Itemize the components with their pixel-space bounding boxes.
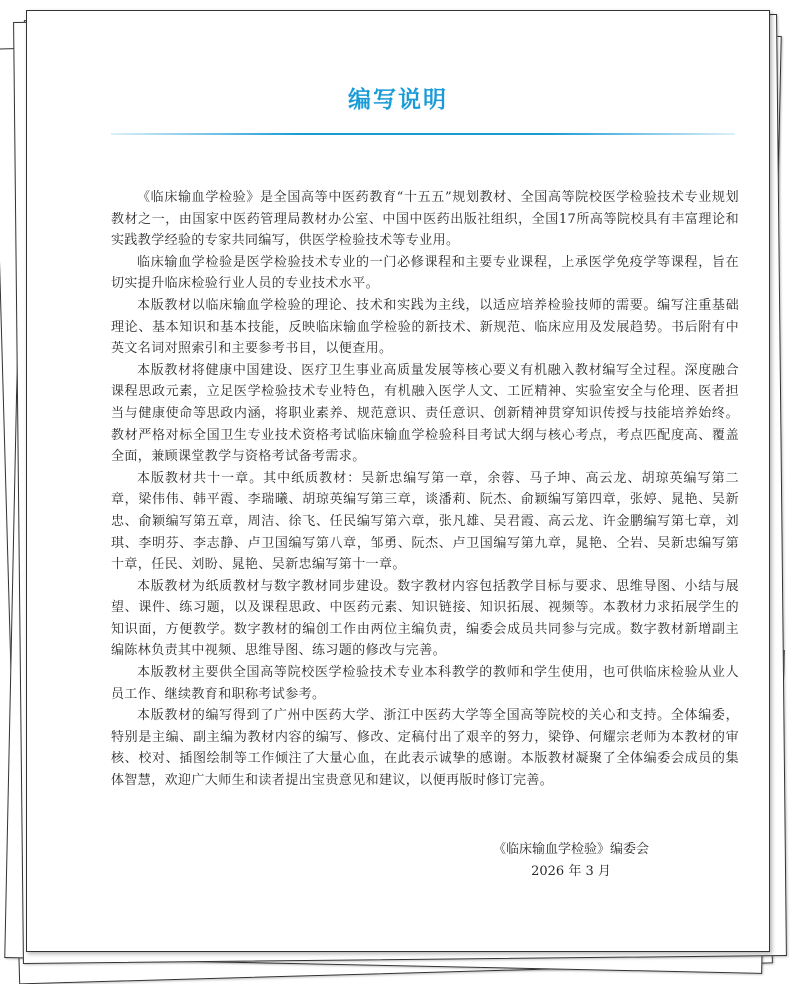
document-body bbox=[111, 187, 739, 792]
signature-block bbox=[461, 839, 681, 883]
paragraph-focus: 本版教材以临床输血学检验的理论、技术和实践为主线，以适应培养检验技师的需要。编写注重基础理论、基本知识和基本技能，反映临床输血学检验的新技术、新规范、临床应用及发展趋势。书后附有中英文名词对照索引和主要参考书目，以便查用。 bbox=[111, 297, 739, 357]
document-page bbox=[26, 10, 770, 952]
page-title: 编写说明 bbox=[348, 87, 448, 113]
paragraph-thanks: 本版教材的编写得到了广州中医药大学、浙江中医药大学等全国高等院校的关心和支持。全体编委，特别是主编、副主编为教材内容的编写、修改、定稿付出了艰辛的努力，梁铮、何耀宗老师为本教材的审核、校对、插图绘制等工作倾注了大量心血，在此表示诚挚的感谢。本版教材凝聚了全体编委会成员的集体智慧，欢迎广大师生和读者提出宝贵意见和建议，以便再版时修订完善。 bbox=[111, 708, 739, 789]
paragraph-course: 临床输血学检验是医学检验技术专业的一门必修课程和主要专业课程，上承医学免疫学等课程，旨在切实提升临床检验行业人员的专业技术水平。 bbox=[111, 254, 739, 292]
paragraph-ideology: 本版教材将健康中国建设、医疗卫生事业高质量发展等核心要义有机融入教材编写全过程。深度融合课程思政元素，立足医学检验技术专业特色，有机融入医学人文、工匠精神、实验室安全与伦理、医者担当与健康使命等思政内涵，将职业素养、规范意识、责任意识、创新精神贯穿知识传授与技能培养始终。教材严格对标全国卫生专业技术资格考试临床输血学检验科目考试大纲与核心考点，考点匹配度高、覆盖全面，兼顾课堂教学与资格考试备考需求。 bbox=[111, 362, 739, 465]
paragraph-authors: 本版教材共十一章。其中纸质教材：吴新忠编写第一章，余蓉、马子坤、高云龙、胡琼英编写第二章，梁伟伟、韩平霞、李瑞曦、胡琼英编写第三章，谈潘莉、阮杰、俞颖编写第四章，张婷、晁艳、吴新忠、俞颖编写第五章，周洁、徐飞、任民编写第六章，张凡雄、吴君霞、高云龙、许金鹏编写第七章，刘琪、李明芬、李志静、卢卫国编写第八章，邹勇、阮杰、卢卫国编写第九章，晁艳、仝岩、吴新忠编写第十章，任民、刘盼、晁艳、吴新忠编写第十一章。 bbox=[111, 470, 739, 573]
title-divider bbox=[111, 133, 735, 135]
signature-committee: 《临床输血学检验》编委会 bbox=[492, 842, 649, 857]
paragraph-intro: 《临床输血学检验》是全国高等中医药教育“十五五”规划教材、全国高等院校医学检验技术专业规划教材之一，由国家中医药管理局教材办公室、中国中医药出版社组织，全国17所高等院校具有丰富理论和实践教学经验的专家共同编写，供医学检验技术等专业用。 bbox=[111, 190, 739, 249]
paragraph-digital: 本版教材为纸质教材与数字教材同步建设。数字教材内容包括教学目标与要求、思维导图、小结与展望、课件、练习题，以及课程思政、中医药元素、知识链接、知识拓展、视频等。本教材力求拓展学生的知识面，方便教学。数字教材的编创工作由两位主编负责，编委会成员共同参与完成。数字教材新增副主编陈林负责其中视频、思维导图、练习题的修改与完善。 bbox=[111, 578, 739, 659]
signature-date: 2026 年 3 月 bbox=[531, 864, 611, 879]
paragraph-audience: 本版教材主要供全国高等院校医学检验技术专业本科教学的教师和学生使用，也可供临床检验从业人员工作、继续教育和职称考试参考。 bbox=[111, 665, 739, 702]
